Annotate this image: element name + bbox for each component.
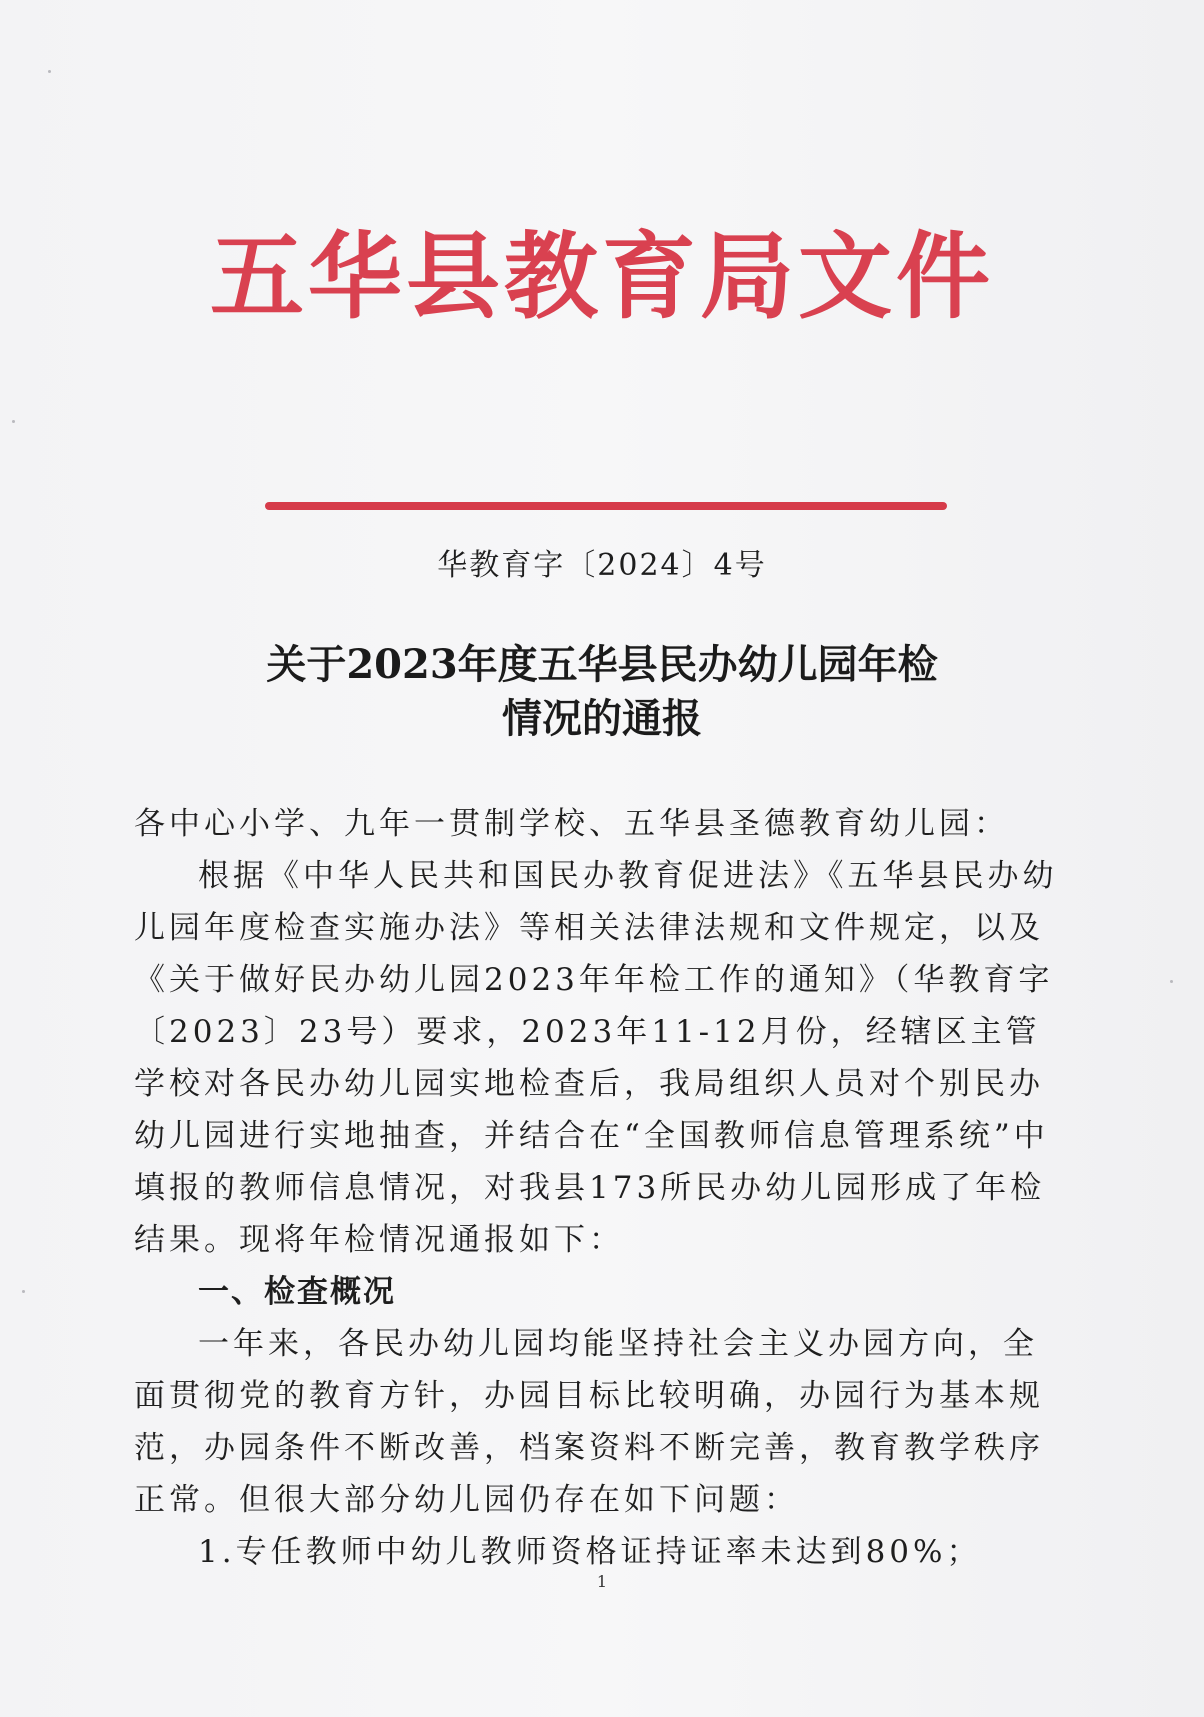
notice-title xyxy=(0,638,1204,746)
scan-speck xyxy=(1170,980,1173,983)
page-number: 1 xyxy=(596,1572,608,1591)
salutation: 各中心小学、九年一贯制学校、五华县圣德教育幼儿园： xyxy=(134,806,1009,842)
document-body xyxy=(134,798,1070,1578)
scan-speck xyxy=(12,420,15,423)
body-paragraph-1: 根据《中华人民共和国民办教育促进法》《五华县民办幼儿园年度检查实施办法》等相关法律法规和文件规定，以及《关于做好民办幼儿园2023年年检工作的通知》（华教育字〔2023〕23号）要求，2023年11-12月份，经辖区主管学校对各民办幼儿园实地检查后，我局组织人员对个别民办幼儿园进行实地抽查，并结合在“全国教师信息管理系统”中填报的教师信息情况，对我县173所民办幼儿园形成了年检结果。现将年检情况通报如下： xyxy=(134,858,1058,1258)
red-divider-rule xyxy=(265,502,947,510)
document-number: 华教育字〔2024〕4号 xyxy=(437,548,767,583)
list-item-1: 1.专任教师中幼儿教师资格证持证率未达到80%； xyxy=(198,1534,982,1570)
body-paragraph-2: 一年来，各民办幼儿园均能坚持社会主义办园方向，全面贯彻党的教育方针，办园目标比较明确，办园行为基本规范，办园条件不断改善，档案资料不断完善，教育教学秩序正常。但很大部分幼儿园仍存在如下问题： xyxy=(134,1326,1044,1518)
notice-title-line-1: 关于2023年度五华县民办幼儿园年检 xyxy=(266,641,938,688)
scan-speck xyxy=(22,1290,25,1293)
notice-title-line-2: 情况的通报 xyxy=(502,695,702,742)
section-heading-1: 一、检查概况 xyxy=(198,1274,396,1310)
issuer-header-title: 五华县教育局文件 xyxy=(209,222,994,332)
scan-speck xyxy=(48,70,51,73)
